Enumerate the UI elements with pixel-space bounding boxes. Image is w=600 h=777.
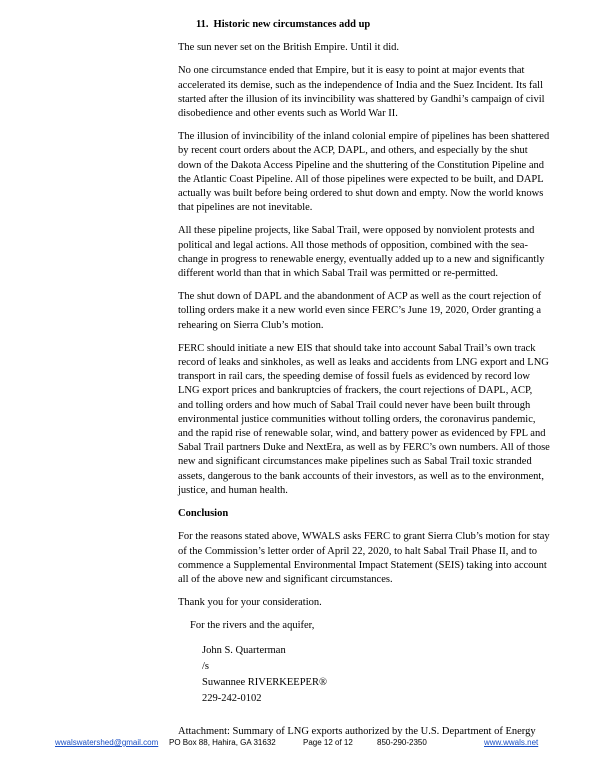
signature-block — [202, 643, 550, 707]
paragraph-1: The sun never set on the British Empire. Until it did. — [178, 42, 400, 54]
conclusion-text: For the reasons stated above, WWALS asks FERC to grant Sierra Club’s motion for stay of the Commission’s letter order of April 22, 2020, to halt Sabal Trail Phase II, and to commence a Supplemental Environmental Impact Statement (SEIS) taking into account all of the above new and significant circumstances. — [178, 531, 550, 585]
closing-thanks: Thank you for your consideration. — [178, 597, 322, 609]
signer-name: John S. Quarterman — [202, 644, 286, 656]
page-footer — [0, 738, 600, 752]
section-heading — [196, 18, 550, 32]
paragraph-2: No one circumstance ended that Empire, but it is easy to point at major events that accelerated its demise, such as the independence of India and the Suez Incident. Its fall started after the illusion of its invincibility was shattered by Gandhi’s campaign of civil disobedience and other events such as World War II. — [178, 65, 545, 120]
footer-address: PO Box 88, Hahira, GA 31632 — [169, 738, 276, 747]
closing-intro: For the rivers and the aquifer, — [190, 620, 315, 632]
signature-mark: /s — [202, 660, 210, 672]
footer-page-number: Page 12 of 12 — [303, 738, 353, 747]
section-number: 11. — [196, 19, 209, 30]
footer-email-link[interactable]: wwalswatershed@gmail.com — [55, 738, 159, 747]
document-body — [178, 18, 550, 748]
footer-website-link[interactable]: www.wwals.net — [484, 738, 539, 747]
paragraph-5: The shut down of DAPL and the abandonment of ACP as well as the court rejection of tolling orders make it a new world even since FERC’s June 19, 2020, Order granting a rehearing on Sierra Club’s motion. — [178, 291, 542, 331]
section-title: Historic new circumstances add up — [213, 19, 371, 30]
attachment-note: Attachment: Summary of LNG exports authorized by the U.S. Department of Energy — [178, 725, 536, 737]
signer-phone: 229-242-0102 — [202, 692, 262, 704]
conclusion-heading: Conclusion — [178, 508, 229, 520]
paragraph-4: All these pipeline projects, like Sabal Trail, were opposed by nonviolent protests and political and legal actions. All those methods of opposition, combined with the sea-change in progress to renewable energy, eventually added up to a new and significantly different world than that in which Sabal Trail was permitted or re-permitted. — [178, 225, 545, 280]
paragraph-3: The illusion of invincibility of the inland colonial empire of pipelines has been shattered by recent court orders about the ACP, DAPL, and others, and especially by the shut down of the Dakota Access Pipeline and the shuttering of the Constitution Pipeline and the Atlantic Coast Pipeline. All of those pipelines were expected to be built, and DAPL actually was built before being ordered to shut down and empty. Now the world knows that pipelines are not inevitable. — [178, 131, 550, 214]
paragraph-6: FERC should initiate a new EIS that should take into account Sabal Trail’s own track record of leaks and sinkholes, as well as leaks and accidents from LNG export and LNG transport in rail cars, the speeding demise of fossil fuels as evidenced by record low LNG export prices and bankruptcies of frackers, the court rejections of DAPL, ACP, and tolling orders and how much of Sabal Trail could never have been built through environmental justice communities without tolling orders, the coronavirus pandemic, and the rapid rise of renewable solar, wind, and battery power as evidenced by FPL and Sabal Trail partners Duke and NextEra, as well as by FERC’s own numbers. All of those new and significant circumstances make pipelines such as Sabal Trail toxic stranded assets, dangerous to the bank accounts of their investors, as well as to the environment, justice, and human health. — [178, 342, 550, 496]
signer-role: Suwannee RIVERKEEPER® — [202, 676, 327, 688]
footer-phone: 850-290-2350 — [377, 738, 427, 747]
